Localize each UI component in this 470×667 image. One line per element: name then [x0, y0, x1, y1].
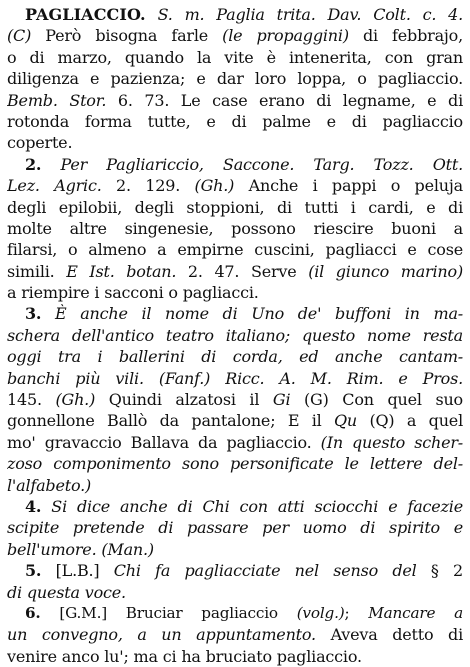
entry-text: § 2	[416, 561, 463, 581]
entry-line	[7, 539, 463, 560]
entry-text: [L.B.]	[41, 561, 114, 581]
entry-text: Anche i pappi o peluja	[234, 176, 463, 196]
entry-text: 2. 47. Serve	[176, 261, 309, 281]
entry-line	[7, 261, 463, 282]
entry-text: mo' gravaccio Ballava da pagliaccio.	[7, 432, 321, 452]
entry-text: Gi	[272, 390, 291, 410]
entry-line	[7, 582, 463, 603]
entry-line	[7, 368, 463, 389]
entry-text: Mancare a	[368, 603, 463, 622]
entry-text: l'alfabeto.)	[7, 475, 92, 495]
entry-text: (il giunco marino)	[308, 261, 463, 281]
entry-text: banchi più vili. (Fanf.)	[7, 368, 211, 388]
entry-text: 2. 129.	[101, 176, 195, 196]
entry-text: ;	[344, 603, 369, 622]
entry-text: Qu	[334, 411, 358, 431]
entry-line	[7, 389, 463, 410]
section-number: 3.	[25, 304, 42, 324]
section-number: 2.	[25, 154, 42, 174]
headword: PAGLIACCIO.	[25, 5, 146, 24]
entry-text: simili.	[7, 261, 67, 281]
entry-line	[7, 111, 463, 132]
entry-text: bell'umore. (Man.)	[7, 539, 154, 559]
entry-text: 6. 73. Le case erano di legname, e di	[106, 90, 463, 110]
entry-text: Per Pagliariccio, Saccone. Targ. Tozz. Ott.	[41, 154, 463, 174]
entry-text: un convegno, a un appuntamento.	[7, 625, 316, 645]
entry-line	[7, 47, 463, 68]
entry-line	[7, 197, 463, 218]
entry-line	[7, 4, 463, 25]
entry-line	[7, 517, 463, 538]
entry-text: filarsi, o almeno a empirne cuscini, pagliacci e cose	[7, 240, 463, 260]
entry-text: E Ist. botan.	[66, 261, 177, 281]
entry-line	[7, 303, 463, 324]
entry-line	[7, 410, 463, 431]
entry-text: oggi tra i ballerini di corda, ed anche cantam-	[7, 347, 463, 367]
entry-line	[7, 560, 463, 581]
entry-text: Chi fa pagliacciate nel senso del	[113, 561, 417, 581]
entry-line	[7, 132, 463, 153]
dictionary-entry	[7, 4, 463, 667]
entry-line	[7, 154, 463, 175]
entry-line	[7, 282, 463, 303]
entry-text: (C)	[7, 26, 32, 46]
entry-text: (In questo scher-	[320, 432, 463, 452]
entry-text: (le propaggini)	[222, 26, 349, 46]
entry-text: (Gh.)	[55, 390, 96, 410]
entry-line	[7, 346, 463, 367]
entry-text: o di marzo, quando la vite è intenerita, con gran	[7, 47, 463, 67]
entry-line	[7, 432, 463, 453]
entry-text: (Gh.)	[194, 176, 235, 196]
entry-text: scipite pretende di passare per uomo di spirito e	[7, 518, 463, 538]
section-number: 6.	[25, 603, 41, 622]
entry-text: È anche il nome di Uno de' buffoni in ma-	[41, 304, 463, 324]
entry-text: a riempire i sacconi o pagliacci.	[7, 283, 259, 303]
entry-text: schera dell'antico teatro italiano; questo nome resta	[7, 325, 463, 345]
section-number: 5.	[25, 561, 42, 581]
entry-line	[7, 624, 463, 645]
entry-text: (volg.)	[296, 603, 345, 622]
entry-text: di questa voce.	[7, 582, 126, 602]
entry-line	[7, 175, 463, 196]
entry-text: diligenza e pazienza; e dar loro loppa, o pagliaccio.	[7, 69, 463, 89]
entry-text: (Q) a quel	[357, 411, 463, 431]
entry-line	[7, 25, 463, 46]
entry-text: Ricc. A. M. Rim. e Pros.	[210, 368, 463, 388]
entry-text: [G.M.] Bruciar pagliaccio	[40, 603, 297, 622]
entry-line	[7, 239, 463, 260]
entry-text: Lez. Agric.	[7, 176, 102, 196]
section-number: 4.	[25, 496, 42, 516]
entry-text: venire anco lu'; ma ci ha bruciato pagliaccio.	[7, 646, 362, 666]
entry-text: degli epilobii, degli stoppioni, di tutti i cardi, e di	[7, 197, 463, 217]
entry-text: molte altre singenesie, possono riescire buoni a	[7, 218, 463, 238]
entry-text: coperte.	[7, 133, 73, 153]
entry-text: Bemb. Stor.	[7, 90, 107, 110]
entry-text: Aveva detto di	[315, 625, 463, 645]
entry-text: Quindi alzatosi il	[95, 390, 273, 410]
entry-text: S. m. Paglia trita. Dav. Colt. c. 4.	[145, 5, 463, 24]
entry-line	[7, 496, 463, 517]
entry-text: 145.	[7, 390, 56, 410]
entry-text: gonnellone Ballò da pantalone; E il	[7, 411, 334, 431]
entry-text: di febbrajo,	[348, 26, 463, 46]
entry-line	[7, 453, 463, 474]
entry-line	[7, 218, 463, 239]
entry-line	[7, 603, 463, 624]
entry-text: rotonda forma tutte, e di palme e di pagliaccio	[7, 111, 463, 131]
entry-line	[7, 475, 463, 496]
entry-line	[7, 90, 463, 111]
entry-text: Però bisogna farle	[31, 26, 223, 46]
entry-line	[7, 325, 463, 346]
entry-line	[7, 68, 463, 89]
entry-text: Si dice anche di Chi con atti sciocchi e facezie	[41, 496, 463, 516]
entry-text: (G) Con quel suo	[290, 390, 463, 410]
entry-text: zoso componimento sono personificate le lettere del-	[7, 454, 463, 474]
